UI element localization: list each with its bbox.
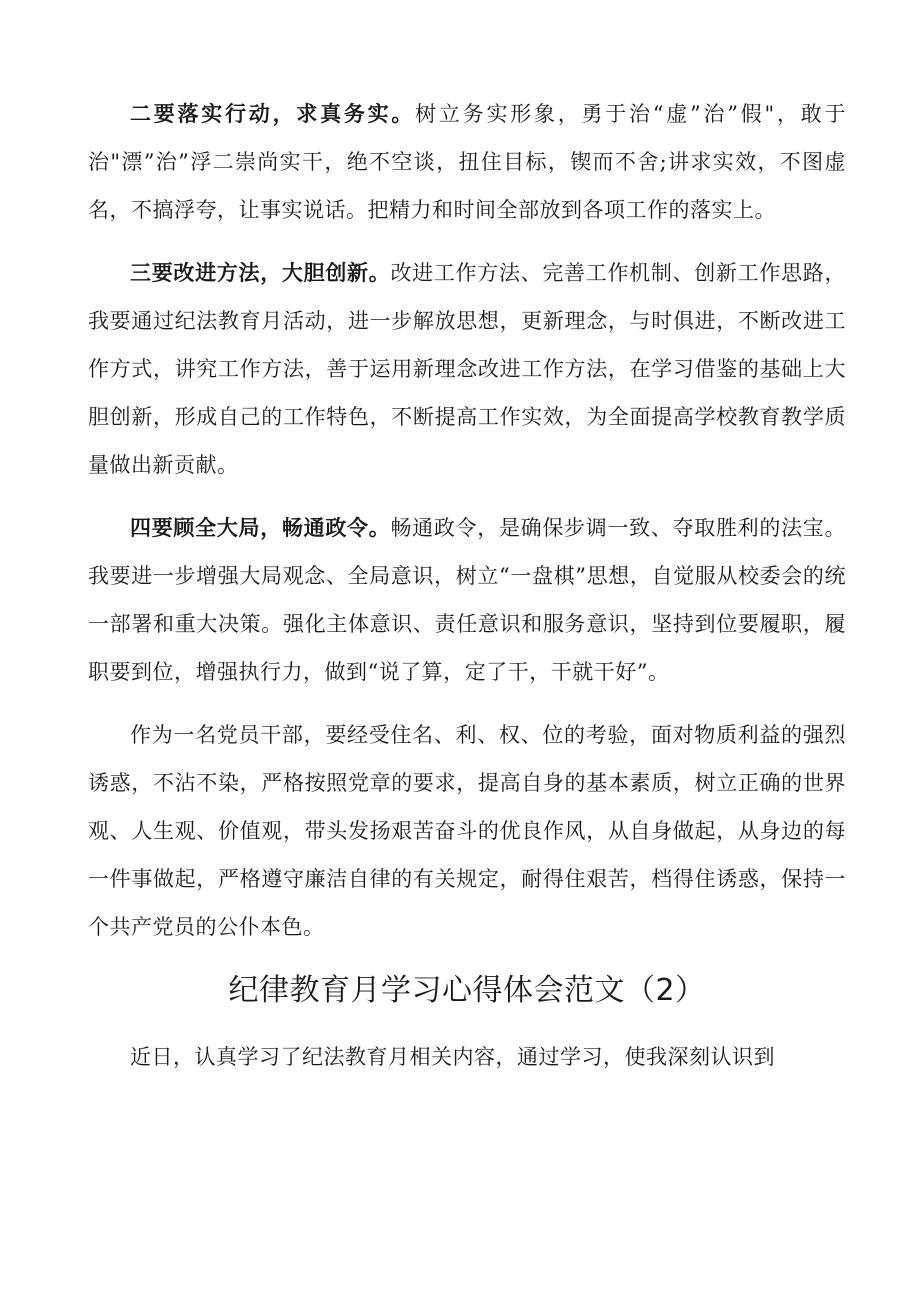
paragraph-party-cadre: [88, 711, 846, 951]
paragraph-lead: 四要顾全大局，畅通政令。: [130, 515, 391, 540]
paragraph-text: 畅通政令，是确保步调一致、夺取胜利的法宝。我要进一步增强大局观念、全局意识，树立“一盘棋”思想，自觉服从校委会的统一部署和重大决策。强化主体意识、责任意识和服务意识，坚持到位要履职，履职要到位，增强执行力，做到“说了算，定了干，干就干好”。: [88, 516, 846, 684]
paragraph-overall-situation: [88, 504, 846, 696]
document-body: [88, 90, 846, 1096]
paragraph-implement-action: [88, 90, 846, 234]
paragraph-lead: 二要落实行动，求真务实。: [130, 101, 416, 126]
section-title: 纪律教育月学习心得体会范文（2）: [228, 973, 706, 1008]
paragraph-text: 树立务实形象，勇于治“虚”治”假"，敢于治"漂”治”浮二崇尚实干，绝不空谈，扭住目标，锲而不舍;讲求实效，不图虚名，不搞浮夸，让事实说话。把精力和时间全部放到各项工作的落实上。: [88, 102, 847, 222]
paragraph-text: 改进工作方法、完善工作机制、创新工作思路，我要通过纪法教育月活动，进一步解放思想，更新理念，与时俱进，不断改进工作方式，讲究工作方法，善于运用新理念改进工作方法，在学习借鉴的基础上大胆创新，形成自己的工作特色，不断提高工作实效，为全面提高学校教育教学质量做出新贡献。: [88, 261, 846, 477]
paragraph-section-intro: 近日，认真学习了纪法教育月相关内容，通过学习，使我深刻认识到: [130, 1045, 775, 1069]
paragraph-improve-methods: [88, 249, 846, 489]
paragraph-text: 作为一名党员干部，要经受住名、利、权、位的考验，面对物质利益的强烈诱惑，不沾不染，严格按照党章的要求，提高自身的基本素质，树立正确的世界观、人生观、价值观，带头发扬艰苦奋斗的优良作风，从自身做起，从身边的每一件事做起，严格遵守廉洁自律的有关规定，耐得住艰苦，档得住诱惑，保持一个共产党员的公仆本色。: [88, 723, 846, 939]
paragraph-lead: 三要改进方法，大胆创新。: [130, 260, 391, 285]
